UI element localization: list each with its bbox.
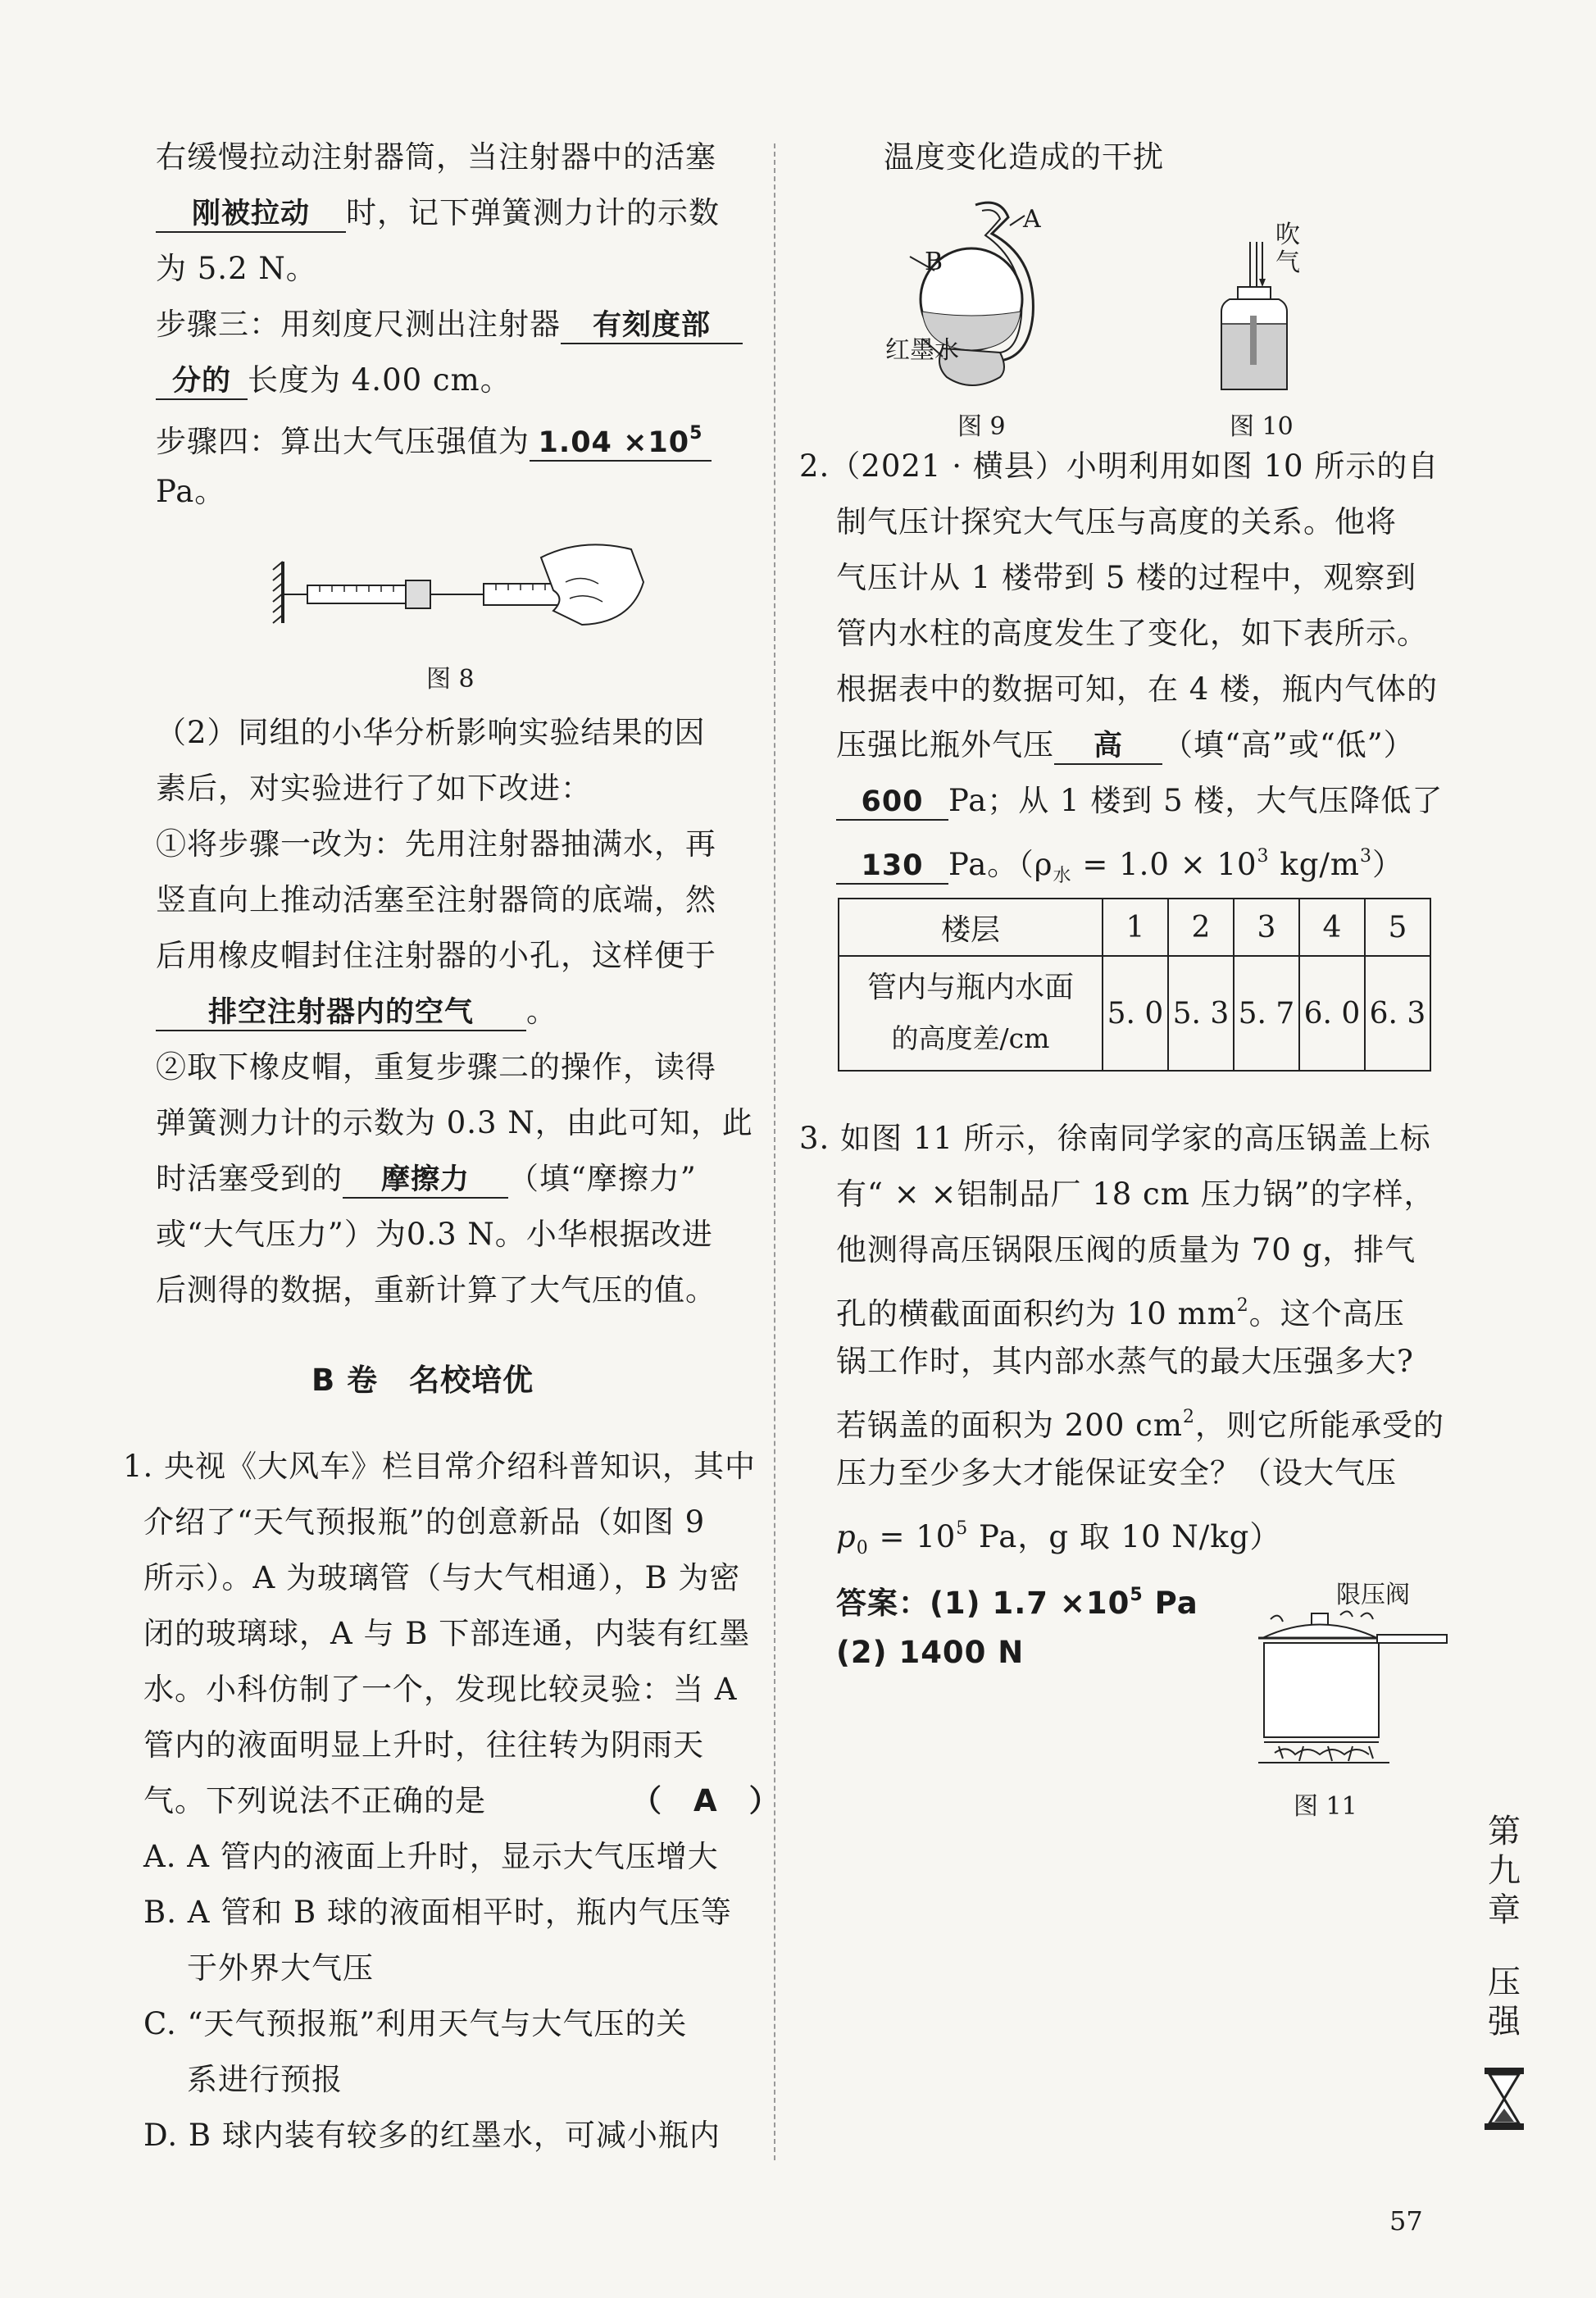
column-divider [774, 143, 775, 2160]
text-line: 管内的液面明显上升时，往往转为阴雨天 [143, 1727, 704, 1763]
answer-2: (2) 1400 N [836, 1635, 1025, 1670]
answer-blank: 有刻度部 [561, 308, 743, 344]
answer-blank: $1.04 \times 10^5$ [530, 416, 712, 462]
answer-blank: 排空注射器内的空气 [156, 995, 526, 1031]
figure-11-label-valve: 限压阀 [1336, 1581, 1410, 1609]
text-line: （2）同组的小华分析影响实验结果的因 [156, 715, 706, 750]
table-cell: 6. 0 [1299, 956, 1365, 1071]
question-2: 2.（2021 · 横县）小明利用如图 10 所示的自 [799, 448, 1439, 484]
question-1: 1. 央视《大风车》栏目常介绍科普知识，其中 [123, 1449, 757, 1484]
data-table [838, 898, 1431, 1072]
option-a: A. A 管内的液面上升时，显示大气压增大 [143, 1839, 719, 1874]
table-header-cell: 4 [1299, 899, 1365, 956]
table-header-cell: 2 [1168, 899, 1234, 956]
text-line: 水。小科仿制了一个，发现比较灵验：当 A [143, 1672, 738, 1707]
text-line: 他测得高压锅限压阀的质量为 70 g，排气 [836, 1232, 1416, 1267]
figure-11-caption: 图 11 [1294, 1792, 1357, 1821]
answer-blank: 摩擦力 [343, 1163, 508, 1199]
table-cell: 5. 3 [1168, 956, 1234, 1071]
hourglass-icon [1481, 2066, 1527, 2132]
page-number: 57 [1389, 2205, 1423, 2237]
text-line: 若锅盖的面积为 200 $cm^2$，则它所能承受的 [836, 1407, 1444, 1443]
text-line: 分的 长度为 4.00 cm。 [156, 361, 512, 400]
figure-11-pressure-cooker [1238, 1607, 1451, 1771]
chapter-side-tab [1476, 1812, 1533, 2141]
text-line: 孔的横截面面积约为 10 $mm^2$。这个高压 [836, 1295, 1405, 1331]
text-line: 排空注射器内的空气 。 [156, 992, 557, 1031]
option-d: D. B 球内装有较多的红墨水，可减小瓶内 [143, 2118, 721, 2153]
text-line: 刚被拉动 时，记下弹簧测力计的示数 [156, 193, 720, 233]
answer-blank: 分的 [156, 364, 248, 400]
answer-blank: 130 [836, 849, 948, 885]
text-line: 有“ × ×铝制品厂 18 cm 压力锅”的字样， [836, 1176, 1435, 1212]
text-line: 素后，对实验进行了如下改进： [156, 771, 592, 806]
text-line: 压强比瓶外气压 高 （填“高”或“低”） [836, 726, 1415, 765]
answer-blank: 高 [1054, 729, 1162, 765]
option-b: B. A 管和 B 球的液面相平时，瓶内气压等 [143, 1895, 732, 1930]
text-line: 压力至少多大才能保证安全？（设大气压 [836, 1455, 1397, 1490]
text-line: 130 Pa。（$\rho_水 = 1.0 \times 10^3$ $kg/m^3$） [836, 837, 1403, 896]
text-line: ②取下橡皮帽，重复步骤二的操作，读得 [156, 1049, 716, 1085]
figure-10-caption: 图 10 [1230, 412, 1294, 441]
chapter-label: 第九章 [1488, 1813, 1521, 1929]
text-line: 时活塞受到的 摩擦力 （填“摩擦力” [156, 1159, 697, 1199]
answer-blank: 600 [836, 785, 948, 821]
answer-1: 答案：(1) $1.7 \times 10^5$ Pa [836, 1585, 1198, 1621]
text-line: 制气压计探究大气压与高度的关系。他将 [836, 504, 1397, 539]
table-header-cell: 5 [1365, 899, 1430, 956]
text-line: 步骤四：算出大气压强值为 $1.04 \times 10^5$ [156, 416, 712, 462]
text-line: 温度变化造成的干扰 [884, 139, 1164, 175]
text-line: 系进行预报 [187, 2062, 343, 2097]
text-line: 右缓慢拉动注射器筒，当注射器中的活塞 [156, 139, 716, 175]
table-cell: 5. 0 [1103, 956, 1168, 1071]
text-line: 600 Pa；从 1 楼到 5 楼，大气压降低了 [836, 781, 1443, 821]
text-line: 步骤三：用刻度尺测出注射器 有刻度部 [156, 305, 743, 344]
figure-9-label-ink: 红墨水 [885, 336, 959, 365]
table-cell: 5. 7 [1234, 956, 1299, 1071]
text-line: Pa。 [156, 474, 226, 509]
figure-9-weather-bottle [877, 193, 1090, 406]
figure-8-caption: 图 8 [426, 665, 475, 694]
table-cell: 6. 3 [1365, 956, 1430, 1071]
figure-10-label-blow: 吹气 [1275, 221, 1300, 277]
topic-label: 压强 [1488, 1964, 1521, 2041]
table-header-cell: 3 [1234, 899, 1299, 956]
table-row-label: 管内与瓶内水面 的高度差/cm [839, 956, 1103, 1071]
text-line: 锅工作时，其内部水蒸气的最大压强多大? [836, 1344, 1414, 1379]
text-line: 竖直向上推动活塞至注射器筒的底端，然 [156, 882, 716, 917]
text-line: 气。下列说法不正确的是 [143, 1783, 486, 1818]
section-title: B 卷 名校培优 [311, 1363, 534, 1398]
text-line: 或“大气压力”）为0.3 N。小华根据改进 [156, 1217, 713, 1252]
answer-blank: 刚被拉动 [156, 197, 346, 233]
text-line: 后测得的数据，重新计算了大气压的值。 [156, 1272, 716, 1308]
table-header-label: 楼层 [839, 899, 1103, 956]
figure-8-syringe [271, 533, 648, 639]
text-line: 弹簧测力计的示数为 0.3 N，由此可知，此 [156, 1105, 753, 1140]
figure-9-caption: 图 9 [957, 412, 1006, 441]
text-line: 根据表中的数据可知，在 4 楼，瓶内气体的 [836, 671, 1439, 707]
question-3: 3. 如图 11 所示，徐南同学家的高压锅盖上标 [799, 1121, 1431, 1156]
text-line: ①将步骤一改为：先用注射器抽满水，再 [156, 826, 716, 862]
answer-choice: （ A ） [631, 1783, 780, 1818]
text-line: $p_0 = 10^5$ Pa，g 取 10 N/kg） [836, 1518, 1281, 1559]
text-line: 介绍了“天气预报瓶”的创意新品（如图 9 [143, 1504, 706, 1540]
table-header-cell: 1 [1103, 899, 1168, 956]
text-line: 后用橡皮帽封住注射器的小孔，这样便于 [156, 938, 716, 973]
figure-9-label-b: B [925, 248, 944, 276]
text-line: 为 5.2 N。 [156, 251, 317, 286]
text-line: 于外界大气压 [187, 1950, 374, 1986]
text-line: 所示）。A 为玻璃管（与大气相通），B 为密 [143, 1560, 741, 1595]
figure-9-label-a: A [1023, 205, 1041, 234]
text-line: 管内水柱的高度发生了变化，如下表所示。 [836, 616, 1428, 651]
text-line: 气压计从 1 楼带到 5 楼的过程中，观察到 [836, 560, 1417, 595]
option-c: C. “天气预报瓶”利用天气与大气压的关 [143, 2006, 688, 2041]
text-line: 闭的玻璃球，A 与 B 下部连通，内装有红墨 [143, 1616, 751, 1651]
